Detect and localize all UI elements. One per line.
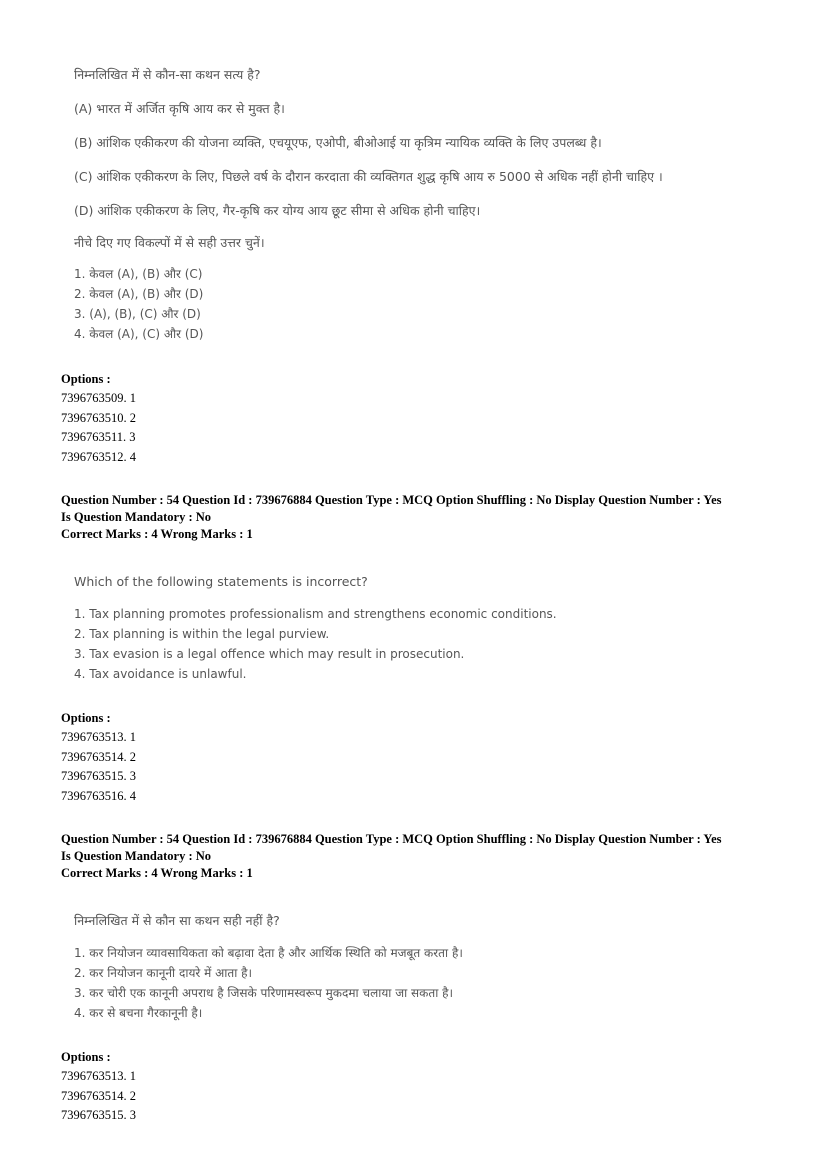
answer-choice-list: [74, 264, 663, 344]
statement-b: (B) आंशिक एकीकरण की योजना व्यक्ति, एचयूएफ, एओपी, बीओआई या कृत्रिम न्यायिक व्यक्ति के लिए उपलब्ध है।: [74, 135, 602, 150]
options-label: Options :: [61, 372, 111, 386]
marks-line: Correct Marks : 4 Wrong Marks : 1: [61, 527, 253, 541]
option-id-row: 7396763515. 3: [61, 769, 136, 783]
question-mandatory-line: Is Question Mandatory : No: [61, 510, 212, 524]
answer-choice: 1. Tax planning promotes professionalism and strengthens economic conditions.: [74, 607, 557, 621]
option-id-row: 7396763513. 1: [61, 1069, 136, 1083]
question-meta-line: Question Number : 54 Question Id : 739676884 Question Type : MCQ Option Shuffling : No Display Question Number : Yes: [61, 832, 722, 846]
answer-choice: 2. केवल (A), (B) और (D): [74, 287, 204, 301]
answer-choice: 1. कर नियोजन व्यावसायिकता को बढ़ावा देता है और आर्थिक स्थिति को मजबूत करता है।: [74, 946, 463, 960]
instruction-text: नीचे दिए गए विकल्पों में से सही उत्तर चुनें।: [74, 235, 265, 250]
question-stem: निम्नलिखित में से कौन सा कथन सही नहीं है?: [74, 913, 280, 928]
question-meta-header: [61, 492, 722, 543]
question-stem: निम्नलिखित में से कौन-सा कथन सत्य है?: [74, 67, 261, 82]
options-block: [61, 370, 136, 467]
answer-choice-list: [74, 943, 463, 1023]
answer-choice: 4. कर से बचना गैरकानूनी है।: [74, 1006, 203, 1020]
statement-c: (C) आंशिक एकीकरण के लिए, पिछले वर्ष के दौरान करदाता की व्यक्तिगत शुद्ध कृषि आय रु 5000 से अधिक नहीं होनी चाहिए ।: [74, 169, 663, 184]
statement-d: (D) आंशिक एकीकरण के लिए, गैर-कृषि कर योग्य आय छूट सीमा से अधिक होनी चाहिए।: [74, 203, 481, 218]
answer-choice: 3. Tax evasion is a legal offence which may result in prosecution.: [74, 647, 465, 661]
answer-choice: 3. कर चोरी एक कानूनी अपराध है जिसके परिणामस्वरूप मुकदमा चलाया जा सकता है।: [74, 986, 454, 1000]
answer-choice: 4. केवल (A), (C) और (D): [74, 327, 204, 341]
options-label: Options :: [61, 711, 111, 725]
answer-choice: 4. Tax avoidance is unlawful.: [74, 667, 247, 681]
question-meta-header: [61, 831, 722, 882]
option-id-row: 7396763512. 4: [61, 449, 136, 464]
answer-choice: 1. केवल (A), (B) और (C): [74, 267, 203, 281]
question-image-hindi-2: [74, 911, 463, 1023]
option-id-row: 7396763513. 1: [61, 730, 136, 744]
options-block: [61, 1048, 136, 1126]
option-id-row: 7396763510. 2: [61, 410, 136, 425]
answer-choice: 2. Tax planning is within the legal purview.: [74, 627, 330, 641]
option-id-row: 7396763511. 3: [61, 430, 136, 444]
options-block: [61, 709, 136, 806]
option-id-row: 7396763509. 1: [61, 391, 136, 405]
question-mandatory-line: Is Question Mandatory : No: [61, 849, 212, 863]
question-image-english: [74, 572, 557, 684]
answer-choice: 3. (A), (B), (C) और (D): [74, 307, 201, 321]
option-id-row: 7396763515. 3: [61, 1108, 136, 1122]
question-meta-line: Question Number : 54 Question Id : 739676884 Question Type : MCQ Option Shuffling : No Display Question Number : Yes: [61, 493, 722, 507]
answer-choice-list: [74, 604, 557, 684]
marks-line: Correct Marks : 4 Wrong Marks : 1: [61, 866, 253, 880]
option-id-row: 7396763514. 2: [61, 1088, 136, 1103]
option-id-row: 7396763514. 2: [61, 749, 136, 764]
question-image-hindi-1: [74, 64, 663, 344]
answer-choice: 2. कर नियोजन कानूनी दायरे में आता है।: [74, 966, 253, 980]
options-label: Options :: [61, 1050, 111, 1064]
option-id-row: 7396763516. 4: [61, 788, 136, 803]
statement-a: (A) भारत में अर्जित कृषि आय कर से मुक्त है।: [74, 101, 285, 116]
question-stem: Which of the following statements is incorrect?: [74, 574, 368, 589]
